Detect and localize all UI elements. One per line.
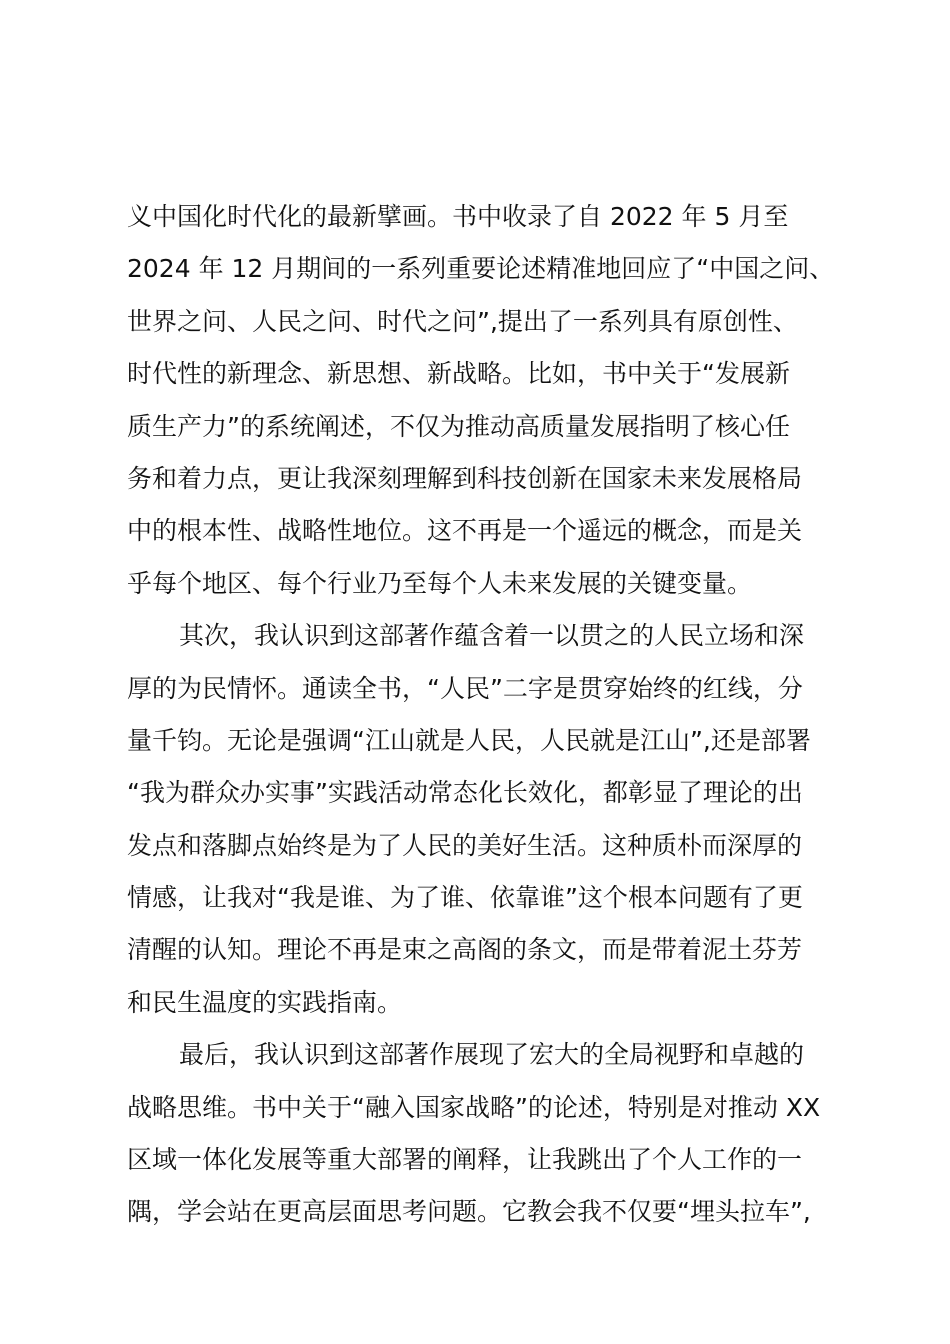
text-line: 质生产力”的系统阐述，不仅为推动高质量发展指明了核心任 <box>127 411 790 441</box>
text-line: 战略思维。书中关于“融入国家战略”的论述，特别是对推动 XX <box>127 1092 821 1122</box>
text-line: 务和着力点，更让我深刻理解到科技创新在国家未来发展格局 <box>127 463 803 493</box>
text-line: 清醒的认知。理论不再是束之高阁的条文，而是带着泥土芬芳 <box>127 935 803 965</box>
text-line: 中的根本性、战略性地位。这不再是一个遥远的概念，而是关 <box>127 516 803 546</box>
text-line: 和民生温度的实践指南。 <box>127 987 403 1017</box>
paragraph-start-line: 其次，我认识到这部著作蕴含着一以贯之的人民立场和深 <box>179 621 805 651</box>
text-line: 隅，学会站在更高层面思考问题。它教会我不仅要“埋头拉车”, <box>127 1197 811 1227</box>
text-line: 时代性的新理念、新思想、新战略。比如，书中关于“发展新 <box>127 359 790 389</box>
text-line: 厚的为民情怀。通读全书，“人民”二字是贯穿始终的红线，分 <box>127 673 803 703</box>
text-line: 量千钧。无论是强调“江山就是人民，人民就是江山”,还是部署 <box>127 725 811 755</box>
text-line: 世界之问、人民之问、时代之问”,提出了一系列具有原创性、 <box>127 306 798 336</box>
text-line: 乎每个地区、每个行业乃至每个人未来发展的关键变量。 <box>127 568 753 598</box>
body-text <box>127 191 835 1239</box>
text-line: 区域一体化发展等重大部署的阐释，让我跳出了个人工作的一 <box>127 1145 803 1175</box>
text-line: 2024 年 12 月期间的一系列重要论述精准地回应了“中国之问、 <box>127 254 835 284</box>
text-line: “我为群众办实事”实践活动常态化长效化，都彰显了理论的出 <box>127 778 803 808</box>
text-line: 情感，让我对“我是谁、为了谁、依靠谁”这个根本问题有了更 <box>127 883 803 913</box>
text-line: 发点和落脚点始终是为了人民的美好生活。这种质朴而深厚的 <box>127 830 803 860</box>
text-line: 义中国化时代化的最新擘画。书中收录了自 2022 年 5 月至 <box>127 202 789 231</box>
paragraph-start-line: 最后，我认识到这部著作展现了宏大的全局视野和卓越的 <box>179 1040 805 1070</box>
